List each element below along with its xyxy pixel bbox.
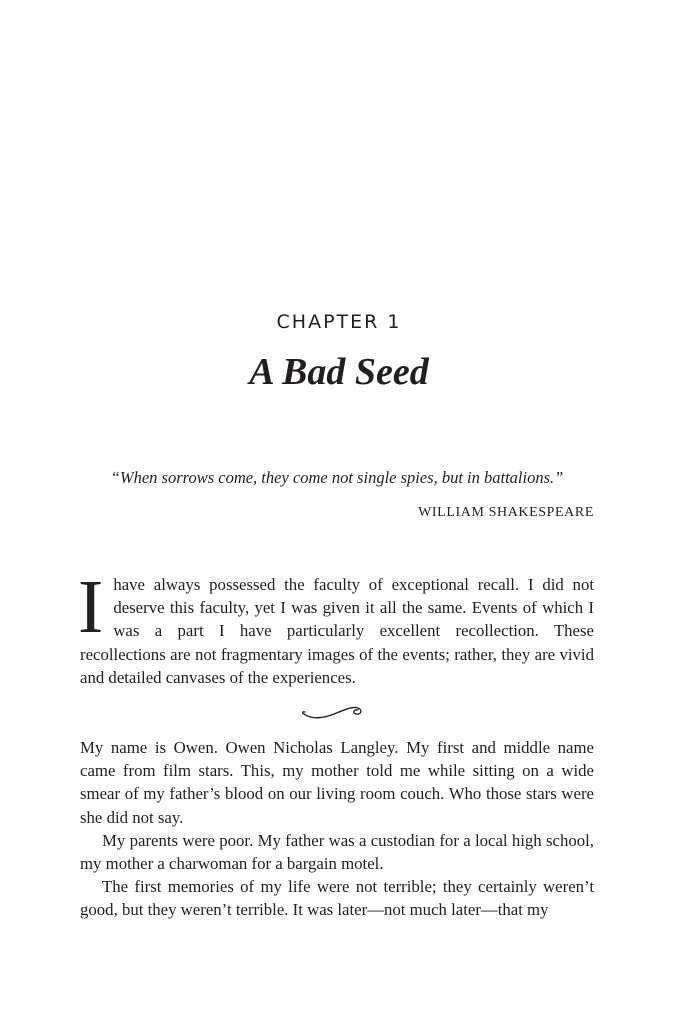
opening-paragraph xyxy=(78,565,594,689)
chapter-title: A Bad Seed xyxy=(249,351,429,393)
body-paragraph: My name is Owen. Owen Nicholas Langley. My first and middle name came from film stars. This, my mother told me while sitting on a wide smear of my father’s blood on our living room couch. Who those stars were she did not say. xyxy=(80,738,594,827)
epigraph xyxy=(80,468,594,521)
section-two xyxy=(80,736,594,922)
body-paragraph: My parents were poor. My father was a custodian for a local high school, my mother a charwoman for a bargain motel. xyxy=(80,830,594,874)
epigraph-author: WILLIAM SHAKESPEARE xyxy=(418,505,594,520)
drop-cap: I xyxy=(78,565,104,649)
opening-paragraph-text: have always possessed the faculty of exceptional recall. I did not deserve this faculty, yet I was given it all the same. Events of which I was a part I have particularly excellent recollection. These recollections are not fragmentary images of the events; rather, they are vivid and detailed canvases of the experiences. xyxy=(80,575,594,687)
epigraph-quote: “When sorrows come, they come not single spies, but in battalions.” xyxy=(110,468,564,487)
body-paragraph: The first memories of my life were not terrible; they certainly weren’t good, but they weren’t terrible. It was later—not much later—that my xyxy=(80,877,594,920)
flourish-ornament-icon xyxy=(300,700,366,724)
chapter-label: CHAPTER 1 xyxy=(276,311,402,333)
